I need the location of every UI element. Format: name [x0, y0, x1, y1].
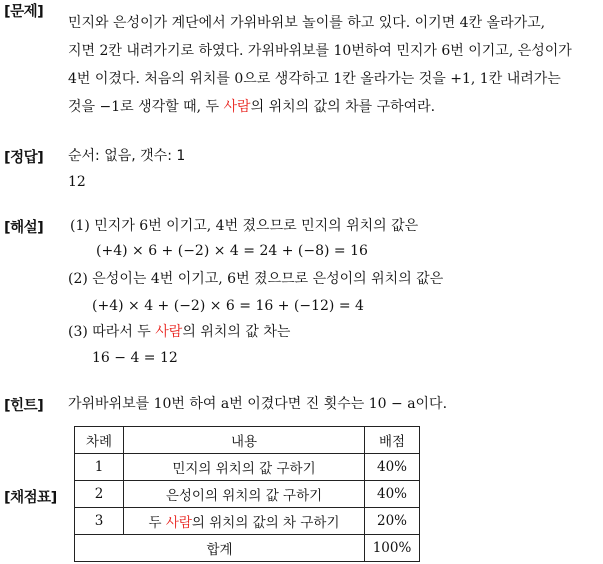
solution-step-3 [68, 322, 290, 342]
rubric-order: 3 [75, 508, 124, 535]
solution-step-3-after: 의 위치의 값 차는 [182, 324, 291, 340]
problem-line-4-after: 의 위치의 값의 차를 구하여라. [250, 99, 436, 115]
rubric-label: [채점표] [4, 490, 57, 506]
rubric-highlight-word: 사람 [165, 515, 192, 531]
problem-line-4-before: 것을 −1로 생각할 때, 두 [68, 99, 224, 115]
solution-formula-3: 16 − 4 = 12 [92, 350, 178, 366]
solution-formula-2: (+4) × 4 + (−2) × 6 = 16 + (−12) = 4 [92, 298, 364, 314]
answer-meta: 순서: 없음, 갯수: 1 [68, 148, 186, 164]
rubric-content [124, 508, 365, 535]
solution-step-1: (1) 민지가 6번 이기고, 4번 졌으므로 민지의 위치의 값은 [70, 218, 419, 234]
hint-text: 가위바위보를 10번 하여 a번 이겼다면 진 횟수는 10 − a이다. [68, 396, 448, 412]
rubric-score: 40% [365, 454, 420, 481]
rubric-content-after: 의 위치의 값의 차 구하기 [191, 515, 340, 531]
problem-label: [문제] [4, 4, 44, 20]
solution-label: [해설] [4, 220, 44, 236]
solution-step-2: (2) 은성이는 4번 이기고, 6번 졌으므로 은성이의 위치의 값은 [68, 271, 444, 287]
solution-highlight-word: 사람 [155, 324, 183, 340]
solution-formula-1: (+4) × 6 + (−2) × 4 = 24 + (−8) = 16 [96, 243, 368, 259]
table-row [75, 481, 420, 508]
problem-highlight-word: 사람 [223, 99, 251, 115]
rubric-total-score: 100% [365, 535, 420, 562]
table-row [75, 508, 420, 535]
problem-line-3: 4번 이겼다. 처음의 위치를 0으로 생각하고 1칸 올라가는 것을 +1, 1칸 내려가는 [68, 71, 561, 87]
rubric-content: 은성이의 위치의 값 구하기 [124, 481, 365, 508]
rubric-header-order: 차례 [75, 427, 124, 454]
rubric-score: 40% [365, 481, 420, 508]
answer-label: [정답] [4, 150, 44, 166]
rubric-table [74, 426, 420, 562]
rubric-total-label: 합계 [75, 535, 365, 562]
problem-line-4 [68, 97, 435, 117]
solution-step-3-before: (3) 따라서 두 [68, 324, 156, 340]
answer-value: 12 [68, 174, 86, 190]
rubric-header-row [75, 427, 420, 454]
rubric-header-content: 내용 [124, 427, 365, 454]
rubric-score: 20% [365, 508, 420, 535]
table-row [75, 454, 420, 481]
rubric-content-before: 두 [148, 515, 166, 531]
rubric-total-row [75, 535, 420, 562]
problem-line-1: 민지와 은성이가 계단에서 가위바위보 놀이를 하고 있다. 이기면 4칸 올라가고, [68, 15, 546, 31]
rubric-order: 1 [75, 454, 124, 481]
hint-label: [힌트] [4, 398, 44, 414]
rubric-order: 2 [75, 481, 124, 508]
rubric-header-score: 배점 [365, 427, 420, 454]
rubric-content: 민지의 위치의 값 구하기 [124, 454, 365, 481]
problem-line-2: 지면 2칸 내려가기로 하였다. 가위바위보를 10번하여 민지가 6번 이기고, 은성이가 [68, 43, 572, 59]
